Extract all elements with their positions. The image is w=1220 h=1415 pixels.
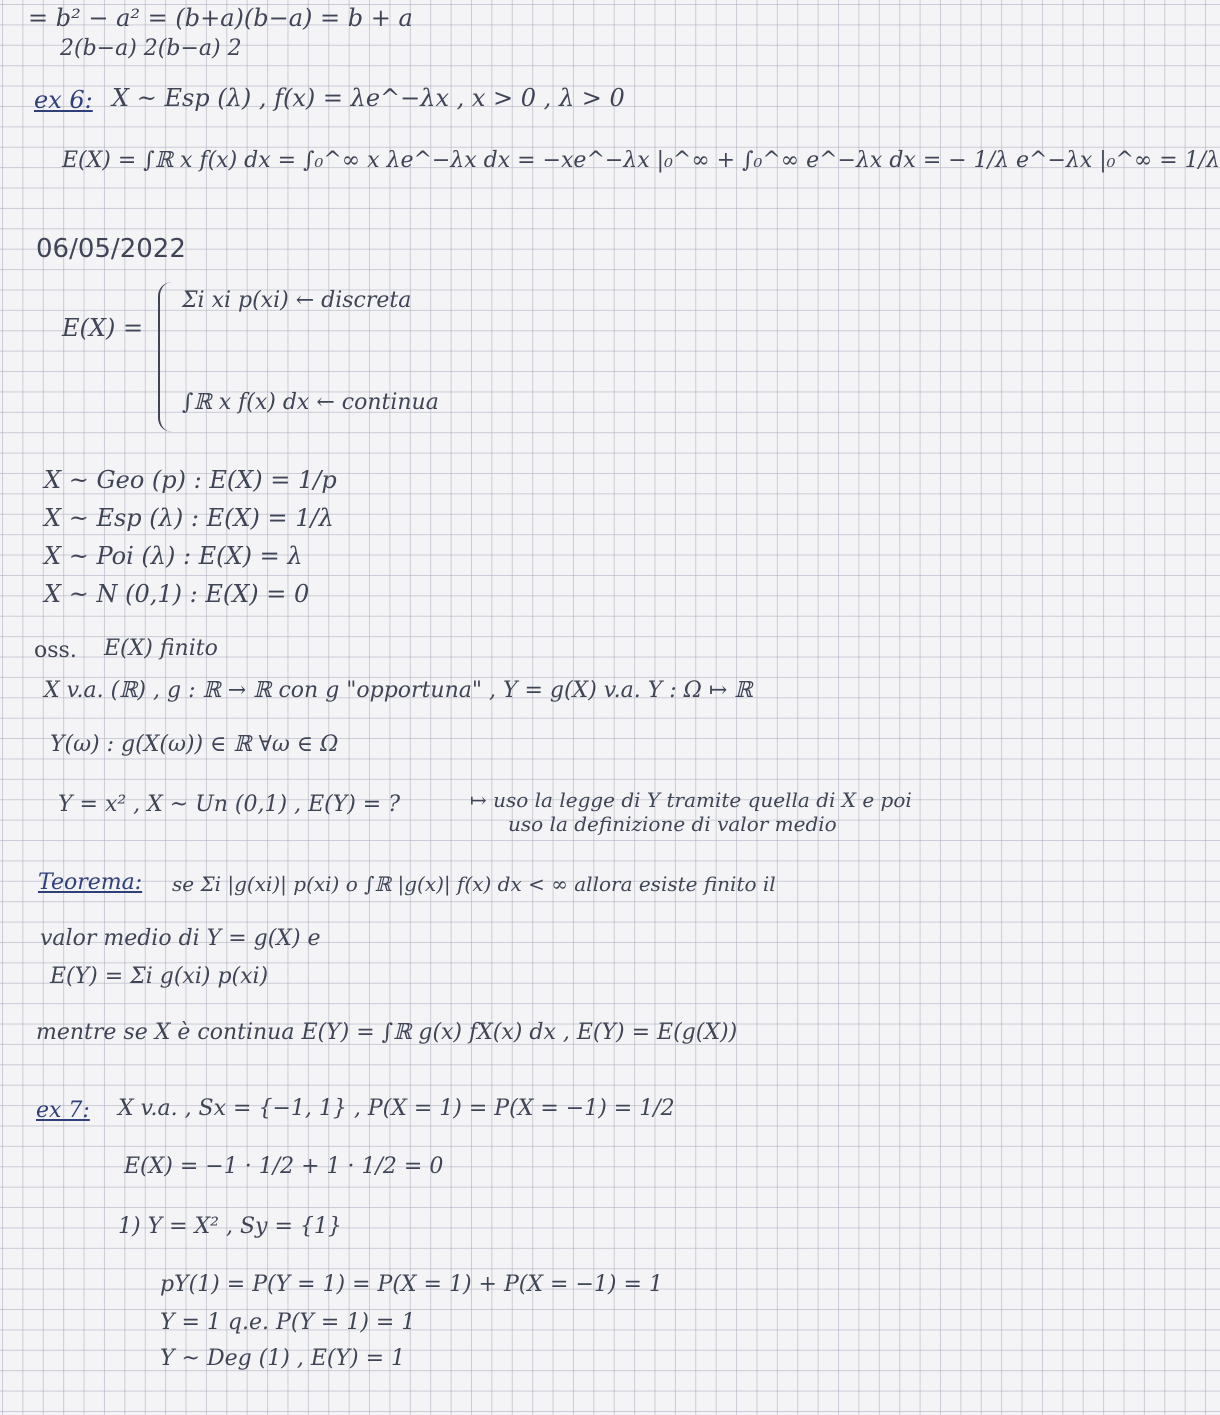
note-line: E(X) finito (104, 636, 218, 661)
equation-line: pY(1) = P(Y = 1) = P(X = 1) + P(X = −1) = 1 (160, 1272, 663, 1297)
note-label: oss. (34, 638, 77, 663)
equation-line: X ~ Geo (p) : E(X) = 1/p (44, 466, 337, 494)
note-line: ↦ uso la legge di Y tramite quella di X e poi (470, 788, 912, 812)
equation-line: E(X) = (62, 314, 144, 342)
equation-line: E(X) = −1 · 1/2 + 1 · 1/2 = 0 (124, 1154, 444, 1179)
equation-denominators: 2(b−a) 2(b−a) 2 (60, 36, 242, 61)
equation-line: X ~ Esp (λ) , f(x) = λe^−λx , x > 0 , λ > 0 (112, 84, 625, 112)
note-line: uso la definizione di valor medio (508, 812, 837, 836)
theorem-label: Teorema: (38, 870, 143, 895)
equation-line: X ~ N (0,1) : E(X) = 0 (44, 580, 310, 608)
left-brace (158, 282, 174, 432)
equation-line: E(X) = ∫ℝ x f(x) dx = ∫₀^∞ x λe^−λx dx = −xe^−λx |₀^∞ + ∫₀^∞ e^−λx dx = − 1/λ e^−λx |₀^∞ = 1/λ (62, 148, 1220, 173)
exercise-label: ex 7: (36, 1098, 90, 1123)
equation-line: Σi xi p(xi) ← discreta (182, 288, 412, 313)
note-line: Y(ω) : g(X(ω)) ∈ ℝ ∀ω ∈ Ω (50, 732, 339, 757)
note-line: X v.a. (ℝ) , g : ℝ → ℝ con g "opportuna" , Y = g(X) v.a. Y : Ω ↦ ℝ (44, 678, 753, 703)
equation-line: Y = 1 q.e. P(Y = 1) = 1 (160, 1310, 416, 1335)
equation-line: X ~ Poi (λ) : E(X) = λ (44, 542, 303, 570)
theorem-line: valor medio di Y = g(X) e (40, 926, 321, 951)
exercise-label: ex 6: (34, 86, 93, 114)
equation-line: X ~ Esp (λ) : E(X) = 1/λ (44, 504, 334, 532)
equation-line: 1) Y = X² , Sy = {1} (118, 1214, 342, 1239)
theorem-line: se Σi |g(xi)| p(xi) o ∫ℝ |g(x)| f(x) dx < ∞ allora esiste finito il (172, 872, 776, 896)
section-date: 06/05/2022 (36, 234, 186, 264)
equation-line: = b² − a² = (b+a)(b−a) = b + a (28, 4, 413, 32)
equation-line: X v.a. , Sx = {−1, 1} , P(X = 1) = P(X = −1) = 1/2 (118, 1096, 675, 1121)
equation-line: Y = x² , X ~ Un (0,1) , E(Y) = ? (58, 792, 401, 817)
equation-line: ∫ℝ x f(x) dx ← continua (182, 390, 439, 415)
equation-line: Y ~ Deg (1) , E(Y) = 1 (160, 1346, 405, 1371)
theorem-line: E(Y) = Σi g(xi) p(xi) (50, 964, 269, 989)
theorem-line: mentre se X è continua E(Y) = ∫ℝ g(x) fX(x) dx , E(Y) = E(g(X)) (36, 1020, 738, 1045)
